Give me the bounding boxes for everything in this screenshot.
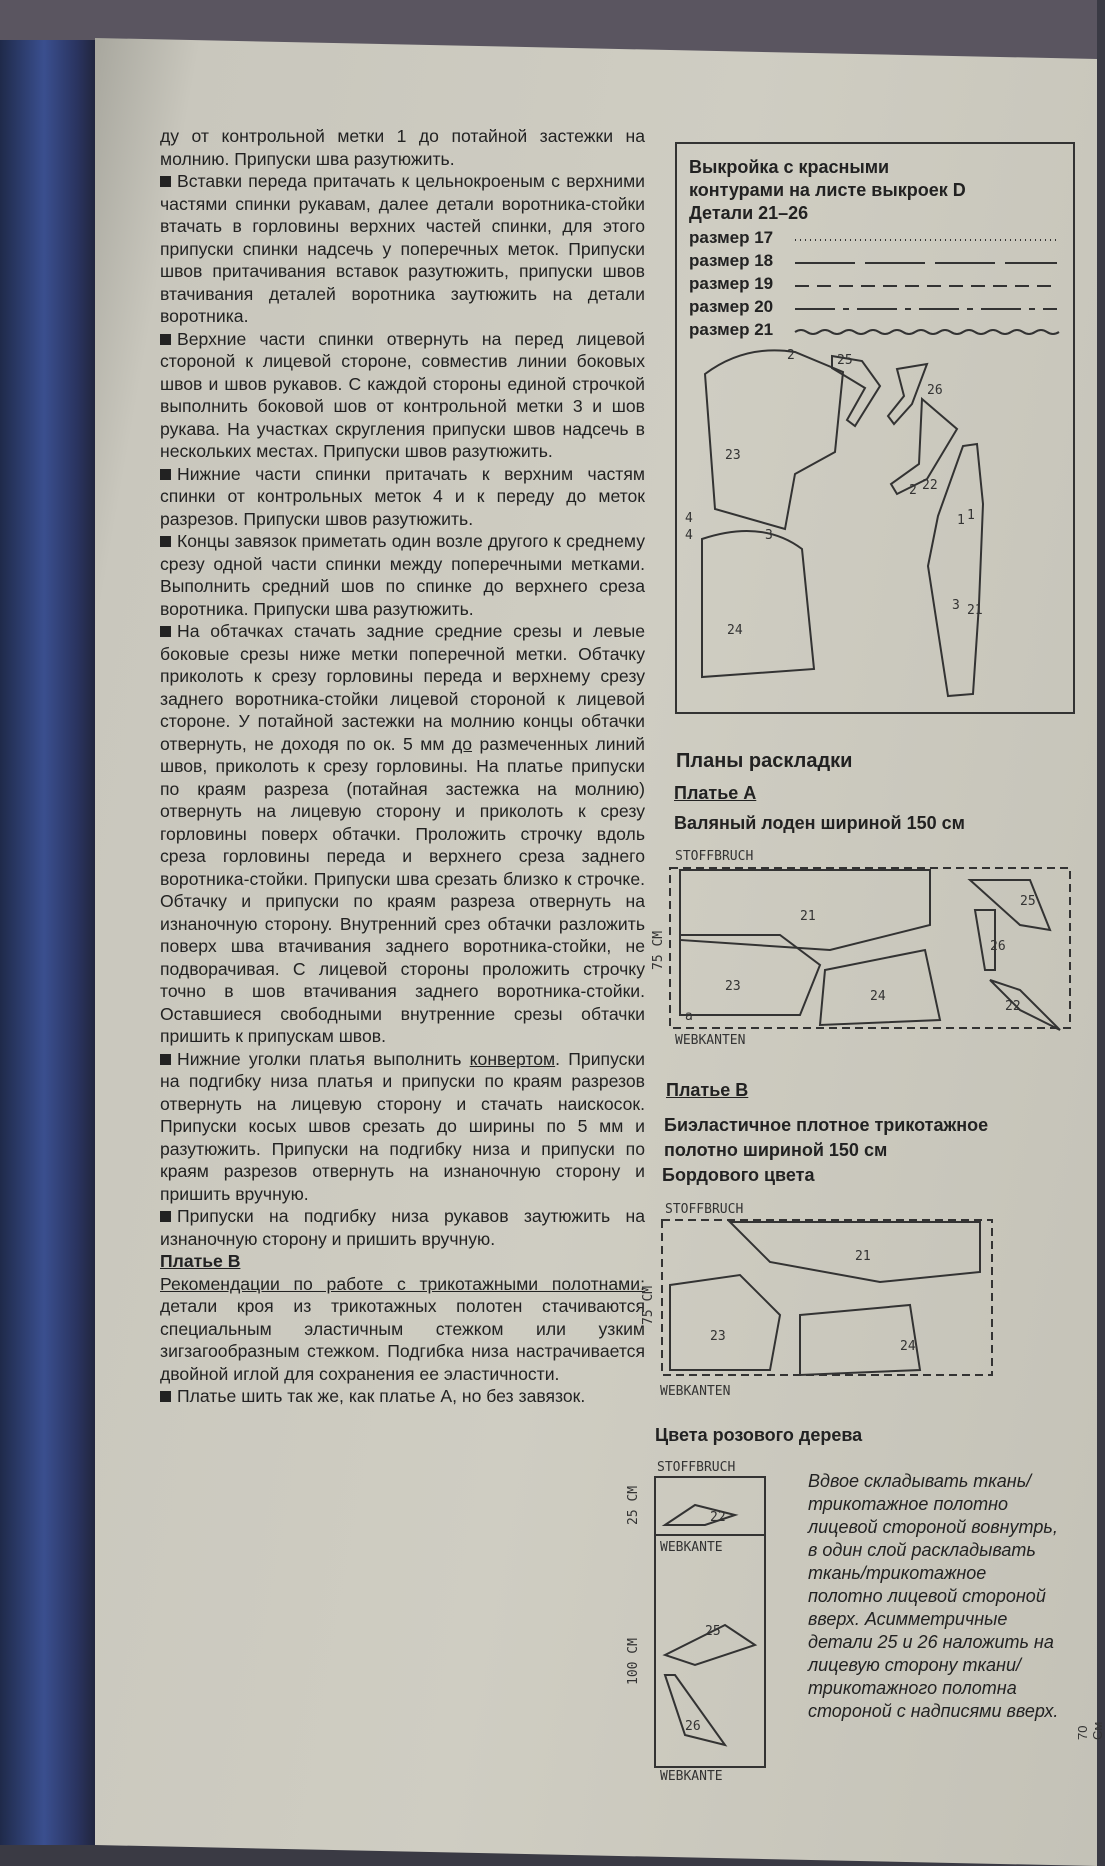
mark-2b: 2 xyxy=(909,483,917,498)
width-75-label-b: 75 CM xyxy=(641,1285,656,1325)
paragraph-2: Верхние части спинки отвернуть на перед лицевой стороной к лицевой стороне, совместив линии боковых швов и швов рукавов. С каждой стороны единой строчкой выполнить боковой шов от контрольной метки 3 и шов рукава. На участках скругления припуски швов надсечь в нескольких местах. Припуски швов разутюжить. xyxy=(160,328,645,461)
paragraph-8: Платье шить так же, как платье А, но без завязок. xyxy=(160,1385,645,1408)
page-edge-text: 70 См xyxy=(1075,1721,1105,1740)
webkanten-label-b: WEBKANTEN xyxy=(660,1384,731,1399)
legend-title: Выкройка с красными контурами на листе выкроек D Детали 21–26 xyxy=(689,157,966,223)
stoffbruch-label-c: STOFFBRUCH xyxy=(657,1460,736,1475)
piece-24-label: 24 xyxy=(727,623,743,638)
piece-26-label: 26 xyxy=(927,383,943,398)
piece-24 xyxy=(702,531,814,677)
piece-21-label: 21 xyxy=(967,603,983,618)
paragraph-3: Нижние части спинки притачать к верхним частям спинки от контрольных меток 4 и к переду до меток разрезов. Припуски швов разутюжить. xyxy=(160,463,645,529)
webkante-label-c1: WEBKANTE xyxy=(660,1540,723,1555)
fabric-b-line1: Биэластичное плотное трикотажное xyxy=(664,1115,989,1135)
magazine-spine xyxy=(0,40,110,1845)
line-size-21 xyxy=(795,330,1059,334)
dress-a-heading: Платье А xyxy=(674,783,757,803)
layout-b-24: 24 xyxy=(900,1339,916,1354)
paragraph-0: ду от контрольной метки 1 до потайной застежки на молнию. Припуски шва разутюжить. xyxy=(160,126,645,169)
bullet-square-icon xyxy=(160,334,171,345)
paragraph-6: Нижние уголки платья выполнить конвертом. Припуски на подгибку низа платья и припуски по краям разрезов отвернуть на лицевую сторону и стачать наискосок. Припуски косых швов срезать до ширины по 5 мм и разутюжить. Припуски на подгибку низа и припуски по краям разрезов отвернуть на изнаночную сторону и пришить вручную. xyxy=(160,1048,645,1204)
layout-c-piece-26 xyxy=(665,1675,725,1745)
paragraph-5: На обтачках стачать задние средние срезы и левые боковые срезы ниже метки поперечной метки. Обтачку приколоть к срезу горловины переда и верхнему срезу заднего воротника-стойки лицевой стороной к лицевой стороне. У потайной застежки на молнию концы обтачки отвернуть, не доходя по ок. 5 мм до размеченных линий швов, приколоть к срезу горловины. На платье припуски по краям разреза (потайная застежка на молнию) отвернуть на лицевую сторону и приколоть к срезу горловины поверх обтачки. Проложить строчку вдоль среза горловины переда и верхнего среза заднего воротника-стойки. Припуски шва срезать близко к строчке. Обтачку и припуски по краям разреза отвернуть на изнаночную сторону. Внутренний срез обтачки разложить поверх шва втачивания заднего воротника-стойки, не подворачивая. С лицевой стороны проложить строчку точно в шов втачивания заднего воротника-стойки. Оставшиеся свободными внутренние срезы обтачки пришить к припускам швов. xyxy=(160,621,646,1046)
layout-a-23: 23 xyxy=(725,979,741,994)
color-rosewood: Цвета розового дерева xyxy=(655,1425,863,1445)
paragraph-1: Вставки переда притачать к цельнокроеным с верхними частями спинки рукавам, далее детали воротника-стойки втачать в горловины верхних частей спинки, для этого припуски спинки надсечь у поперечных меток. Припуски швов притачивания вставок разутюжить, припуски швов втачивания деталей воротника заутюжить на детали воротника. xyxy=(160,171,645,326)
dress-b-heading: Платье В xyxy=(666,1080,749,1100)
layout-b-diagram xyxy=(640,1195,1000,1405)
mark-2: 2 xyxy=(787,348,795,363)
paragraph-7: Припуски на подгибку низа рукавов заутюжить на изнаночную сторону и пришить вручную. xyxy=(160,1206,645,1249)
layout-a-piece-24 xyxy=(820,950,940,1025)
mark-4b: 4 xyxy=(685,528,693,543)
mark-1: 1 xyxy=(957,513,965,528)
bullet-square-icon xyxy=(160,626,171,637)
section-heading-dress-b: Платье В xyxy=(160,1251,241,1271)
layout-b-23: 23 xyxy=(710,1329,726,1344)
layout-c-26: 26 xyxy=(685,1719,701,1734)
color-burgundy: Бордового цвета xyxy=(662,1165,815,1185)
bullet-square-icon xyxy=(160,1391,171,1402)
piece-23 xyxy=(705,350,843,529)
size-18-label: размер 18 xyxy=(689,251,774,270)
fabric-b-line2: полотно шириной 150 см xyxy=(664,1140,888,1160)
mark-3: 3 xyxy=(765,528,773,543)
webkante-label-c2: WEBKANTE xyxy=(660,1769,723,1784)
layout-note: Вдвое складывать ткань/ трикотажное полотно лицевой стороной вовнутрь, в один слой раскладывать ткань/трикотажное полотно лицевой стороной вверх. Асимметричные детали 25 и 26 наложить на лицевую сторону ткани/трикотажного полотна стороной с надписями вверх. xyxy=(808,1471,1059,1721)
layout-a-diagram xyxy=(650,840,1080,1050)
layout-a-22: 22 xyxy=(1005,999,1021,1014)
piece-25-label: 25 xyxy=(837,353,853,368)
mark-3b: 3 xyxy=(952,598,960,613)
stoffbruch-label: STOFFBRUCH xyxy=(675,849,754,864)
fabric-a-label: Валяный лоден шириной 150 см xyxy=(674,813,965,833)
bullet-square-icon xyxy=(160,469,171,480)
size-19-label: размер 19 xyxy=(689,274,774,293)
layout-a-piece-22 xyxy=(990,980,1060,1030)
recommendation: Рекомендации по работе с трикотажными полотнами: детали кроя из трикотажных полотен стачиваются специальным эластичным стежком или узким зигзагообразным стежком. Подгибка низа настрачивается двойной иглой для сохранения ее эластичности. xyxy=(160,1273,645,1384)
bullet-square-icon xyxy=(160,176,171,187)
width-100-label: 100 CM xyxy=(626,1638,641,1685)
layout-b-piece-23 xyxy=(670,1275,780,1370)
instructions-column xyxy=(160,125,645,1408)
mark-1b: 1 xyxy=(967,508,975,523)
mark-a: a xyxy=(685,1009,693,1024)
layouts-heading: Планы раскладки xyxy=(676,750,853,772)
size-20-label: размер 20 xyxy=(689,297,774,316)
size-17-label: размер 17 xyxy=(689,228,774,247)
stoffbruch-label-b: STOFFBRUCH xyxy=(665,1202,744,1217)
paragraph-4: Концы завязок приметать один возле другого к среднему срезу одной части спинки между поперечными метками. Выполнить средний шов по спинке до верхнего среза воротника. Припуски шва разутюжить. xyxy=(160,531,645,619)
layout-a-25: 25 xyxy=(1020,894,1036,909)
pattern-legend-box xyxy=(675,142,1075,714)
layout-a-21: 21 xyxy=(800,909,816,924)
pattern-diagram xyxy=(677,144,1073,712)
piece-23-label: 23 xyxy=(725,448,741,463)
layout-a-24: 24 xyxy=(870,989,886,1004)
layout-a-piece-25 xyxy=(970,880,1050,930)
bullet-square-icon xyxy=(160,1211,171,1222)
mark-4: 4 xyxy=(685,511,693,526)
bullet-square-icon xyxy=(160,536,171,547)
layout-c-diagram xyxy=(625,1455,795,1785)
size-21-label: размер 21 xyxy=(689,320,774,339)
layout-c-25: 25 xyxy=(705,1624,721,1639)
piece-22-label: 22 xyxy=(922,478,938,493)
layout-a-26: 26 xyxy=(990,939,1006,954)
layout-b-21: 21 xyxy=(855,1249,871,1264)
layout-c-22: 22 xyxy=(710,1510,726,1525)
width-25-label: 25 CM xyxy=(626,1485,641,1525)
webkanten-label: WEBKANTEN xyxy=(675,1033,746,1048)
width-75-label: 75 CM xyxy=(651,930,666,970)
bullet-square-icon xyxy=(160,1054,171,1065)
